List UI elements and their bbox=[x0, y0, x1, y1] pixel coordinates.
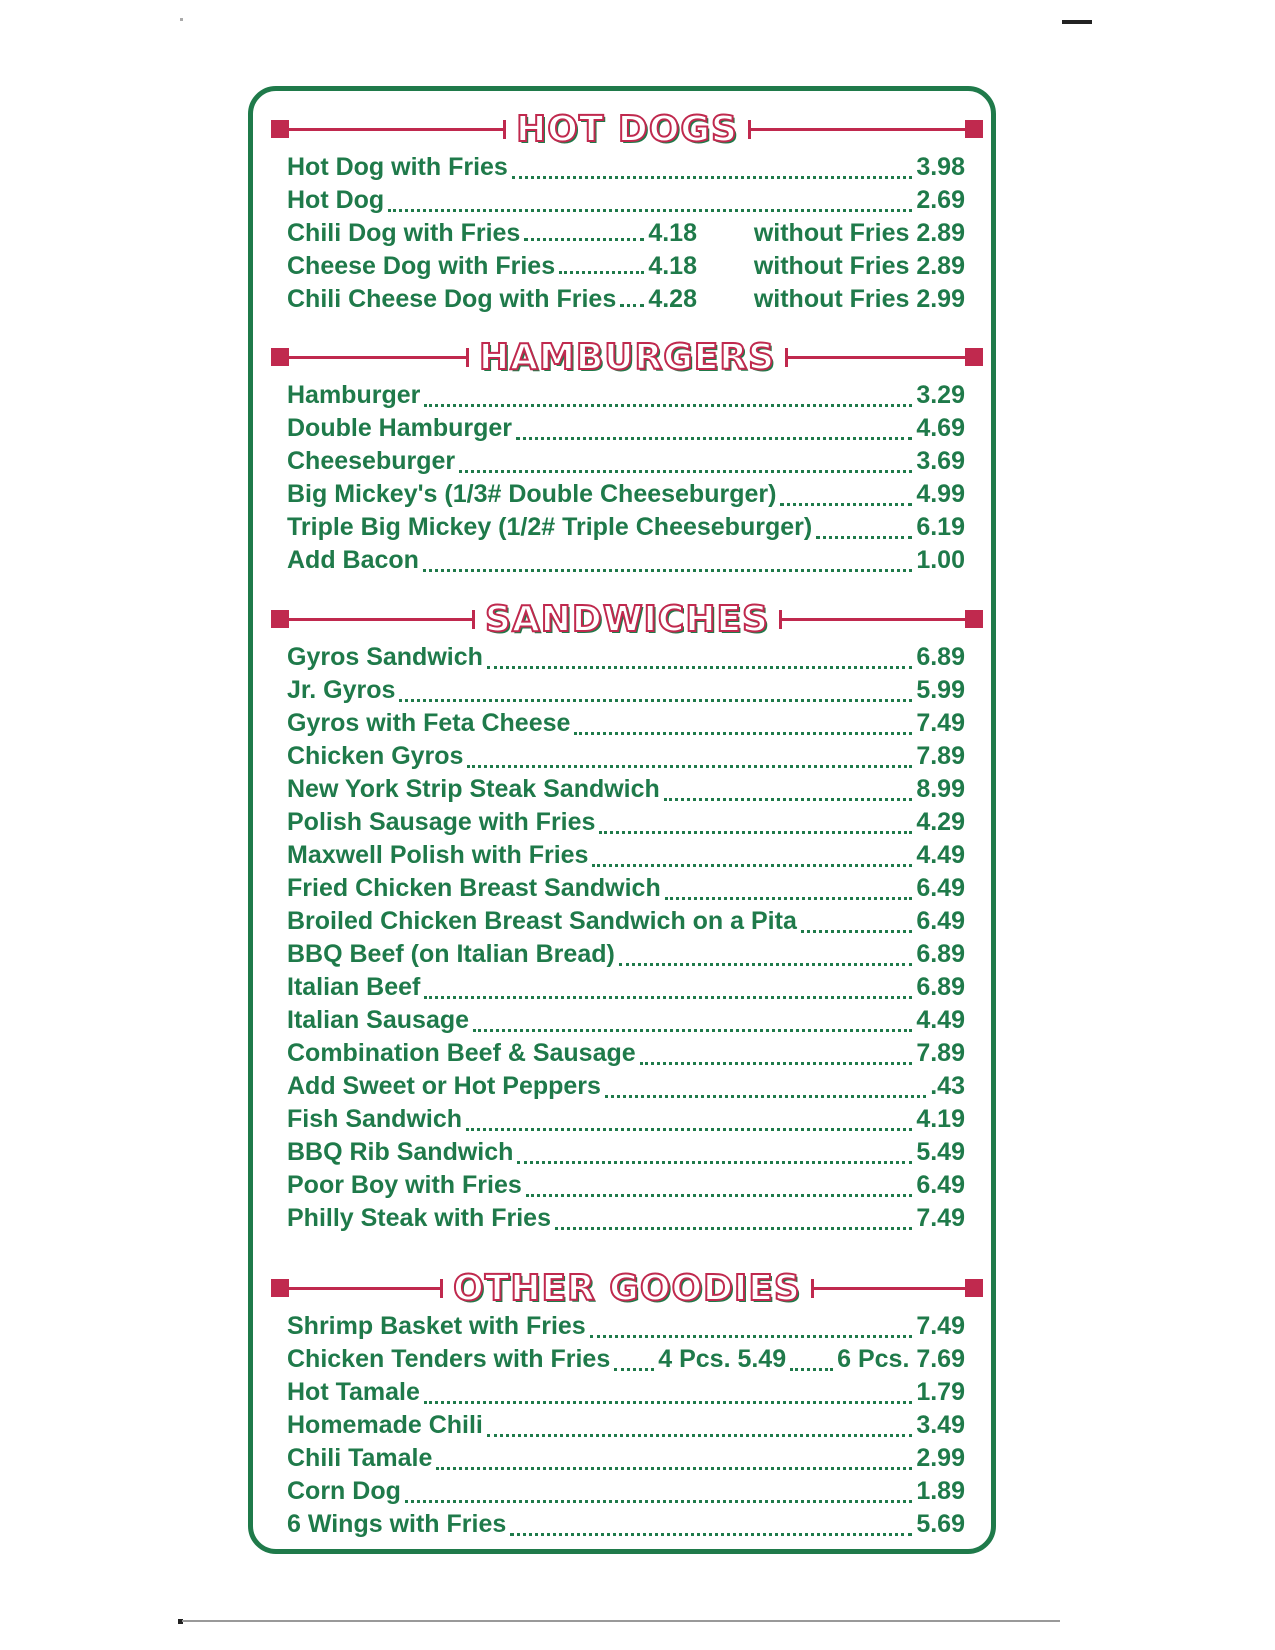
menu-item bbox=[287, 381, 965, 414]
menu-item bbox=[287, 513, 965, 546]
leader-dots bbox=[665, 897, 913, 900]
leader-dots bbox=[510, 1533, 912, 1536]
section-banner bbox=[273, 597, 981, 641]
section-other-goodies bbox=[273, 1266, 981, 1543]
menu-item bbox=[287, 973, 965, 1006]
item-price: .43 bbox=[930, 1072, 965, 1100]
leader-dots bbox=[640, 1062, 913, 1065]
scan-line bbox=[182, 1620, 1060, 1622]
item-name: Hot Dog bbox=[287, 186, 385, 214]
menu-item bbox=[287, 285, 965, 318]
item-price: 6.89 bbox=[916, 973, 965, 1001]
item-name: Chicken Tenders with Fries bbox=[287, 1345, 611, 1373]
item-price: 7.89 bbox=[916, 1039, 965, 1067]
menu-item bbox=[287, 153, 965, 186]
item-price: 6.49 bbox=[916, 907, 965, 935]
banner-bar-right bbox=[785, 356, 981, 359]
item-name: Italian Beef bbox=[287, 973, 421, 1001]
leader-dots bbox=[801, 930, 912, 933]
banner-bar-right bbox=[748, 128, 981, 131]
leader-dots bbox=[487, 1434, 912, 1437]
leader-dots bbox=[599, 831, 912, 834]
menu-item bbox=[287, 447, 965, 480]
section-sandwiches bbox=[273, 597, 981, 1237]
menu-item bbox=[287, 1345, 965, 1378]
leader-dots bbox=[436, 1467, 912, 1470]
item-price: 4 Pcs. 5.49 bbox=[658, 1345, 787, 1373]
leader-dots bbox=[512, 176, 913, 179]
leader-dots bbox=[614, 1368, 654, 1371]
leader-dots bbox=[466, 1128, 912, 1131]
menu-items bbox=[273, 381, 981, 579]
item-name: Fish Sandwich bbox=[287, 1105, 463, 1133]
item-name: Maxwell Polish with Fries bbox=[287, 841, 589, 869]
leader-dots bbox=[555, 1227, 912, 1230]
item-name: Chili Tamale bbox=[287, 1444, 433, 1472]
item-price: 7.49 bbox=[916, 709, 965, 737]
banner-bar-left bbox=[273, 1287, 443, 1290]
scan-speck bbox=[180, 18, 183, 21]
leader-dots bbox=[574, 732, 912, 735]
item-price: 6.49 bbox=[916, 1171, 965, 1199]
item-price: 4.18 bbox=[648, 252, 697, 280]
banner-bar-left bbox=[273, 128, 506, 131]
section-hamburgers bbox=[273, 335, 981, 579]
item-name: Italian Sausage bbox=[287, 1006, 470, 1034]
item-price: 5.69 bbox=[916, 1510, 965, 1538]
item-price: 4.19 bbox=[916, 1105, 965, 1133]
menu-item bbox=[287, 1105, 965, 1138]
item-name: BBQ Rib Sandwich bbox=[287, 1138, 514, 1166]
item-name: Philly Steak with Fries bbox=[287, 1204, 551, 1232]
item-name: Combination Beef & Sausage bbox=[287, 1039, 636, 1067]
item-name: Gyros with Feta Cheese bbox=[287, 709, 571, 737]
item-price: 7.49 bbox=[916, 1204, 965, 1232]
section-banner bbox=[273, 1266, 981, 1310]
item-name: Corn Dog bbox=[287, 1477, 401, 1505]
item-name: Gyros Sandwich bbox=[287, 643, 483, 671]
item-price: 3.49 bbox=[916, 1411, 965, 1439]
banner-bar-right bbox=[779, 618, 981, 621]
leader-dots bbox=[516, 437, 912, 440]
item-price: 6.49 bbox=[916, 874, 965, 902]
item-alt-price: without Fries 2.99 bbox=[753, 285, 965, 313]
menu-item bbox=[287, 219, 965, 252]
item-name: Double Hamburger bbox=[287, 414, 513, 442]
item-price: 6.89 bbox=[916, 643, 965, 671]
menu-item bbox=[287, 1171, 965, 1204]
menu-items bbox=[273, 153, 981, 318]
leader-dots bbox=[816, 536, 912, 539]
item-price: 4.49 bbox=[916, 1006, 965, 1034]
leader-dots bbox=[605, 1095, 926, 1098]
leader-dots bbox=[467, 765, 912, 768]
section-hot-dogs bbox=[273, 107, 981, 318]
leader-dots bbox=[559, 271, 644, 274]
section-title: HOT DOGS bbox=[516, 108, 738, 150]
menu-item bbox=[287, 676, 965, 709]
item-name: BBQ Beef (on Italian Bread) bbox=[287, 940, 615, 968]
item-price: 7.89 bbox=[916, 742, 965, 770]
menu-item bbox=[287, 775, 965, 808]
item-price: 5.49 bbox=[916, 1138, 965, 1166]
menu-item bbox=[287, 414, 965, 447]
item-name: Broiled Chicken Breast Sandwich on a Pita bbox=[287, 907, 797, 935]
item-name: New York Strip Steak Sandwich bbox=[287, 775, 660, 803]
menu-item bbox=[287, 1411, 965, 1444]
leader-dots bbox=[424, 1401, 912, 1404]
leader-dots bbox=[590, 1335, 913, 1338]
menu-item bbox=[287, 841, 965, 874]
item-price: 6.19 bbox=[916, 513, 965, 541]
item-name: Big Mickey's (1/3# Double Cheeseburger) bbox=[287, 480, 777, 508]
item-name: Cheese Dog with Fries bbox=[287, 252, 556, 280]
item-price: 6.89 bbox=[916, 940, 965, 968]
leader-dots bbox=[388, 209, 912, 212]
item-price: 4.99 bbox=[916, 480, 965, 508]
item-price: 4.28 bbox=[648, 285, 697, 313]
leader-dots bbox=[424, 404, 912, 407]
menu-item bbox=[287, 940, 965, 973]
menu-item bbox=[287, 643, 965, 676]
menu-card bbox=[248, 86, 996, 1554]
section-title: OTHER GOODIES bbox=[453, 1267, 801, 1309]
leader-dots bbox=[487, 666, 912, 669]
item-name: Polish Sausage with Fries bbox=[287, 808, 596, 836]
item-price: 2.99 bbox=[916, 1444, 965, 1472]
banner-bar-right bbox=[811, 1287, 981, 1290]
menu-item bbox=[287, 808, 965, 841]
item-name: Poor Boy with Fries bbox=[287, 1171, 522, 1199]
menu-item bbox=[287, 1444, 965, 1477]
leader-dots bbox=[399, 699, 912, 702]
menu-item bbox=[287, 1378, 965, 1411]
leader-dots bbox=[459, 470, 912, 473]
item-price: 7.49 bbox=[916, 1312, 965, 1340]
leader-dots bbox=[592, 864, 912, 867]
menu-item bbox=[287, 709, 965, 742]
menu-item bbox=[287, 1072, 965, 1105]
leader-dots bbox=[526, 1194, 913, 1197]
menu-item bbox=[287, 874, 965, 907]
scan-mark bbox=[1062, 20, 1092, 24]
leader-dots bbox=[524, 238, 644, 241]
leader-dots bbox=[620, 304, 644, 307]
menu-item bbox=[287, 546, 965, 579]
leader-dots bbox=[780, 503, 912, 506]
menu-item bbox=[287, 1477, 965, 1510]
menu-items bbox=[273, 1312, 981, 1543]
section-title: SANDWICHES bbox=[485, 598, 769, 640]
leader-dots bbox=[664, 798, 913, 801]
item-price: 1.89 bbox=[916, 1477, 965, 1505]
banner-bar-left bbox=[273, 356, 469, 359]
item-name: Chili Cheese Dog with Fries bbox=[287, 285, 617, 313]
item-name: 6 Wings with Fries bbox=[287, 1510, 507, 1538]
leader-dots bbox=[424, 996, 912, 999]
item-price: 4.29 bbox=[916, 808, 965, 836]
leader-dots bbox=[790, 1368, 833, 1371]
menu-item bbox=[287, 1510, 965, 1543]
section-banner bbox=[273, 107, 981, 151]
leader-dots bbox=[405, 1500, 912, 1503]
item-name: Hot Dog with Fries bbox=[287, 153, 508, 181]
item-name: Jr. Gyros bbox=[287, 676, 396, 704]
menu-item bbox=[287, 252, 965, 285]
item-name: Hot Tamale bbox=[287, 1378, 420, 1406]
item-name: Hamburger bbox=[287, 381, 421, 409]
item-name: Homemade Chili bbox=[287, 1411, 483, 1439]
menu-item bbox=[287, 1039, 965, 1072]
section-title: HAMBURGERS bbox=[479, 336, 775, 378]
menu-item bbox=[287, 907, 965, 940]
item-price: 4.49 bbox=[916, 841, 965, 869]
item-name: Chili Dog with Fries bbox=[287, 219, 521, 247]
leader-dots bbox=[473, 1029, 912, 1032]
item-alt-price: 6 Pcs. 7.69 bbox=[837, 1345, 965, 1373]
item-name: Fried Chicken Breast Sandwich bbox=[287, 874, 661, 902]
item-price: 3.69 bbox=[916, 447, 965, 475]
item-price: 8.99 bbox=[916, 775, 965, 803]
item-price: 4.69 bbox=[916, 414, 965, 442]
item-price: 2.69 bbox=[916, 186, 965, 214]
item-price: 3.29 bbox=[916, 381, 965, 409]
item-name: Cheeseburger bbox=[287, 447, 456, 475]
menu-item bbox=[287, 480, 965, 513]
item-price: 4.18 bbox=[648, 219, 697, 247]
item-name: Shrimp Basket with Fries bbox=[287, 1312, 586, 1340]
item-price: 1.79 bbox=[916, 1378, 965, 1406]
menu-item bbox=[287, 1204, 965, 1237]
item-name: Add Sweet or Hot Peppers bbox=[287, 1072, 601, 1100]
item-alt-price: without Fries 2.89 bbox=[753, 219, 965, 247]
item-alt-price: without Fries 2.89 bbox=[753, 252, 965, 280]
leader-dots bbox=[619, 963, 913, 966]
item-price: 3.98 bbox=[916, 153, 965, 181]
leader-dots bbox=[423, 569, 912, 572]
menu-item bbox=[287, 742, 965, 775]
menu-items bbox=[273, 643, 981, 1237]
banner-bar-left bbox=[273, 618, 475, 621]
item-name: Add Bacon bbox=[287, 546, 419, 574]
menu-item bbox=[287, 1312, 965, 1345]
item-price: 5.99 bbox=[916, 676, 965, 704]
menu-item bbox=[287, 1006, 965, 1039]
menu-item bbox=[287, 186, 965, 219]
menu-item bbox=[287, 1138, 965, 1171]
item-name: Chicken Gyros bbox=[287, 742, 464, 770]
section-banner bbox=[273, 335, 981, 379]
item-name: Triple Big Mickey (1/2# Triple Cheeseburger) bbox=[287, 513, 813, 541]
item-price: 1.00 bbox=[916, 546, 965, 574]
leader-dots bbox=[517, 1161, 912, 1164]
